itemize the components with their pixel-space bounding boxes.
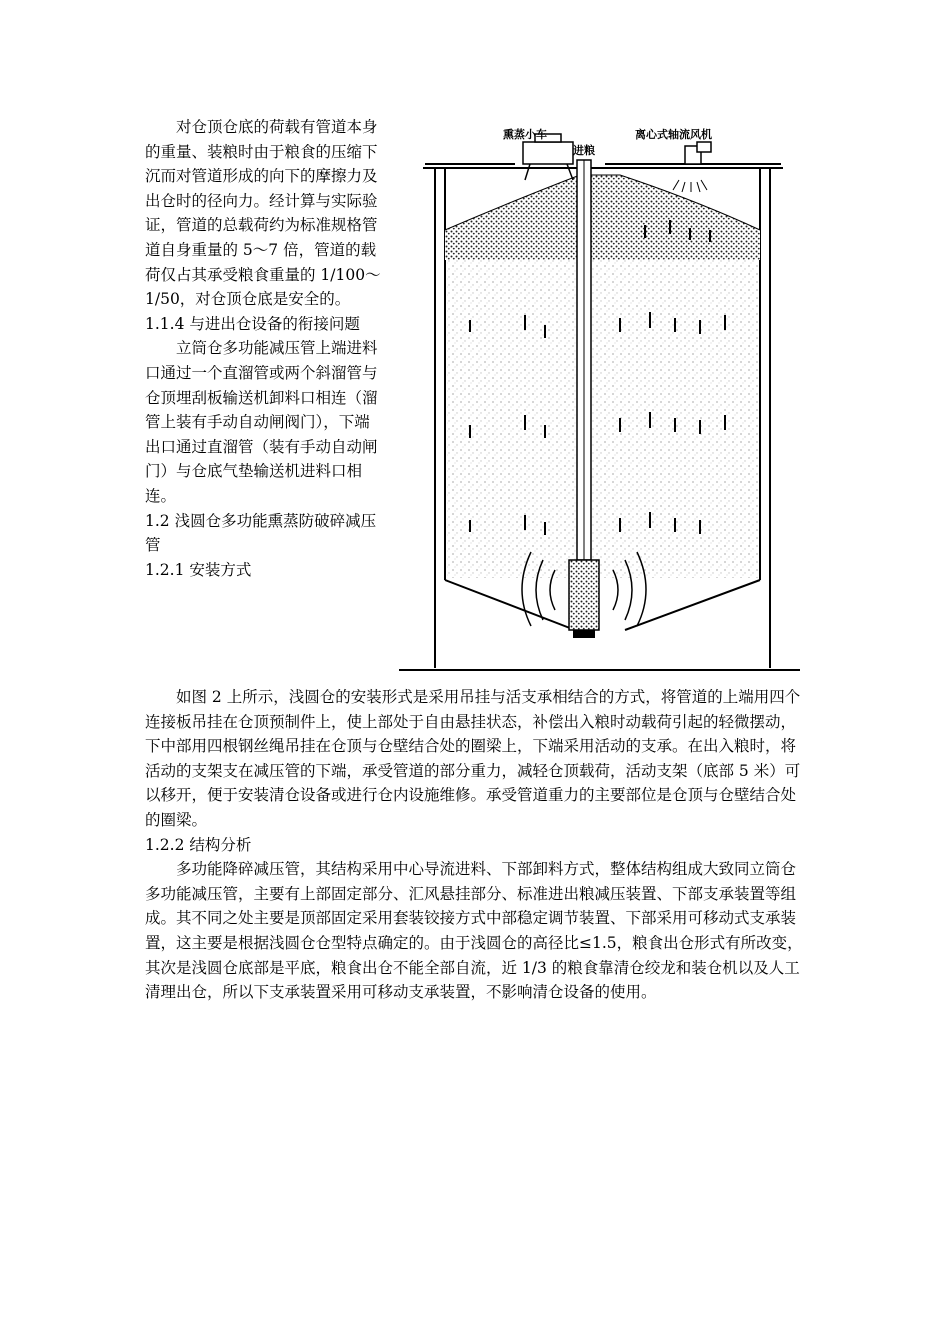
- paragraph-connection: 立筒仓多功能减压管上端进料口通过一个直溜管或两个斜溜管与仓顶埋刮板输送机卸料口相连（溜管上装有手动自动闸阀门），下端出口通过直溜管（装有手动自动闸门）与仓底气垫输送机进料口相连。: [145, 339, 378, 505]
- silo-diagram: [395, 120, 805, 680]
- full-width-text: [145, 685, 805, 1005]
- heading-1-2-1: 1.2.1 安装方式: [145, 560, 252, 579]
- label-axial-fan: 离心式轴流风机: [635, 128, 712, 141]
- grain-mound: [445, 175, 760, 260]
- label-fumigation-cart: 熏蒸小车: [503, 128, 547, 141]
- paragraph-load: 对仓顶仓底的荷载有管道本身的重量、装粮时由于粮食的压缩下沉而对管道形成的向下的摩擦力及出仓时的径向力。经计算与实际验证，管道的总载荷约为标准规格管道自身重量的 5～7 倍，管道的载荷仅占其承受粮食重量的 1/100～1/50，对仓顶仓底是安全的。: [145, 118, 381, 309]
- paragraph-structure: 多功能降碎减压管，其结构采用中心导流进料、下部卸料方式，整体结构组成大致同立筒仓多功能减压管，主要有上部固定部分、汇风悬挂部分、标准进出粮减压装置、下部支承装置等组成。其不同之处主要是顶部固定采用套装铰接方式中部稳定调节装置、下部采用可移动式支承装置，这主要是根据浅圆仓仓型特点确定的。由于浅圆仓的高径比≤1.5，粮食出仓形式有所改变，其次是浅圆仓底部是平底，粮食出仓不能全部自流，近 1/3 的粮食靠清仓绞龙和装仓机以及人工清理出仓，所以下支承装置采用可移动支承装置，不影响清仓设备的使用。: [145, 860, 803, 1002]
- heading-1-2-2: 1.2.2 结构分析: [145, 835, 252, 854]
- paragraph-installation: 如图 2 上所示，浅圆仓的安装形式是采用吊挂与活支承相结合的方式，将管道的上端用四个连接板吊挂在仓顶预制件上，使上部处于自由悬挂状态，补偿出入粮时动载荷引起的轻微摆动，下中部用四根钢丝绳吊挂在仓顶与仓壁结合处的圈梁上，下端采用活动的支承。在出入粮时，将活动的支架支在减压管的下端，承受管道的部分重力，减轻仓顶载荷，活动支架（底部 5 米）可以移开，便于安装清仓设备或进行仓内设施维修。承受管道重力的主要部位是仓顶与仓壁结合处的圈梁。: [145, 688, 801, 829]
- heading-1-1-4: 1.1.4 与进出仓设备的衔接问题: [145, 314, 360, 333]
- label-grain-inlet: 进粮: [573, 144, 595, 157]
- heading-1-2: 1.2 浅圆仓多功能熏蒸防破碎减压管: [145, 511, 377, 555]
- left-text-column: [145, 115, 385, 582]
